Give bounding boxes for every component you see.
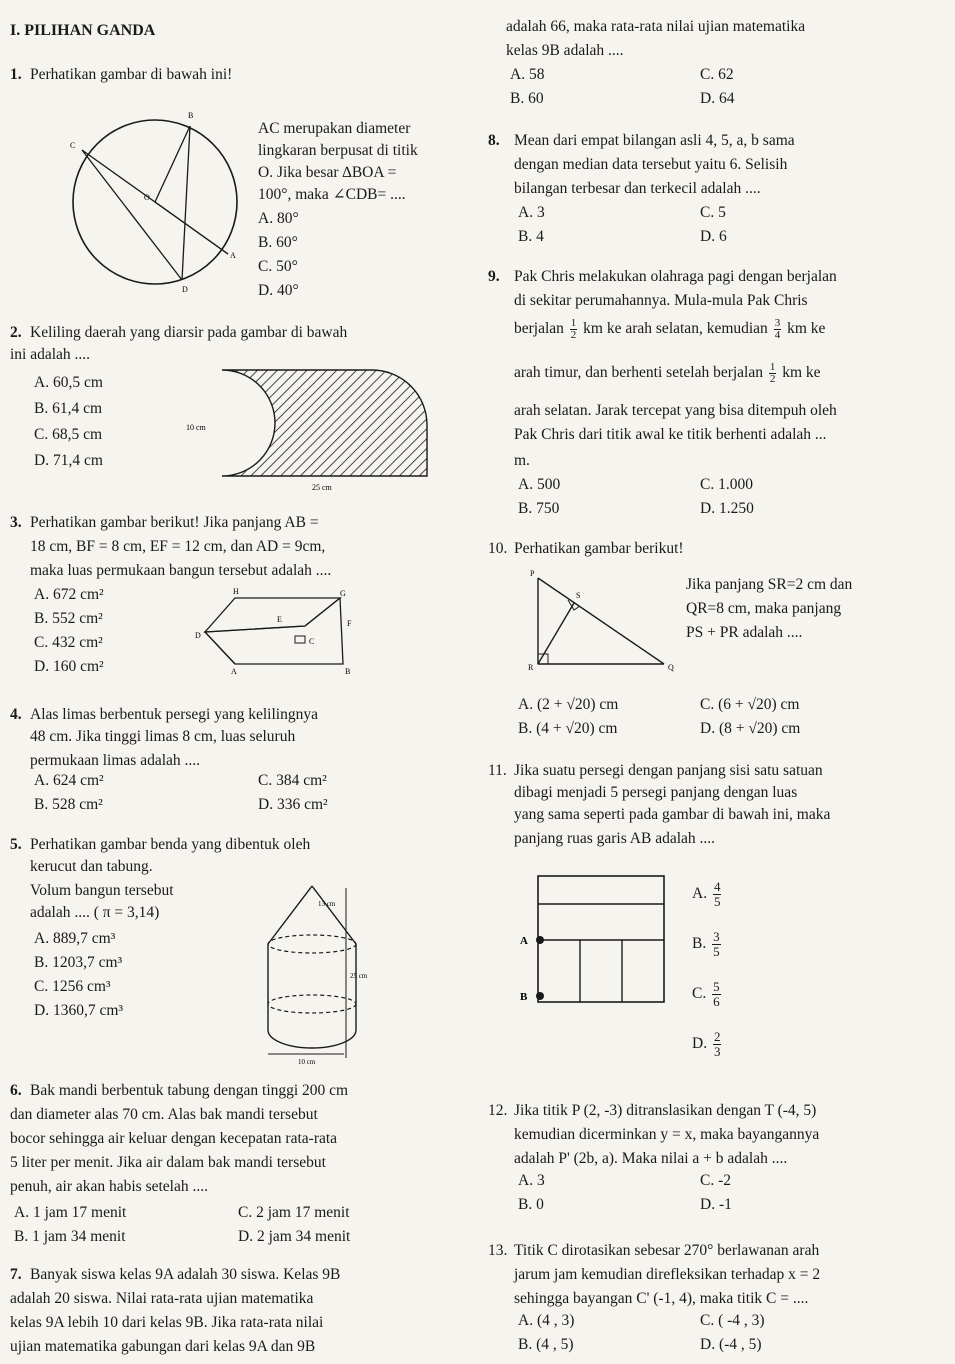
q7-line-2: adalah 20 siswa. Nilai rata-rata ujian matematika (10, 1290, 314, 1307)
q9-line-1: Pak Chris melakukan olahraga pagi dengan berjalan (514, 268, 837, 285)
q7-option-a[interactable]: A. 58 (510, 66, 545, 83)
q4-option-d[interactable]: D. 336 cm² (258, 796, 328, 813)
q12-number: 12. (488, 1102, 508, 1119)
q11-option-b-frac (712, 930, 721, 959)
q11-option-a-frac (713, 880, 722, 909)
q5-option-c[interactable]: C. 1256 cm³ (34, 978, 111, 995)
q3-label-b: B (345, 667, 351, 676)
q3-label-e: E (277, 615, 282, 624)
q7-cont-line-1: adalah 66, maka rata-rata nilai ujian matematika (506, 18, 806, 35)
q3-label-d: D (195, 631, 201, 640)
q1-label-b: B (188, 111, 194, 120)
q3-option-c[interactable]: C. 432 cm² (34, 634, 103, 651)
q1-label-o: O (144, 193, 150, 202)
q3-number: 3. (10, 514, 22, 531)
q1-option-b[interactable]: B. 60° (258, 234, 298, 251)
q6-option-c[interactable]: C. 2 jam 17 menit (238, 1204, 350, 1221)
q7-option-d[interactable]: D. 64 (700, 90, 735, 107)
q12-option-a[interactable]: A. 3 (518, 1172, 545, 1189)
q4-line-1: Alas limas berbentuk persegi yang kelilingnya (30, 706, 318, 723)
q9-frac-2-num: 3 (774, 317, 781, 329)
q6-line-3: bocor sehingga air keluar dengan kecepatan rata-rata (10, 1130, 338, 1147)
q3-label-h: H (233, 587, 239, 596)
q2-option-b[interactable]: B. 61,4 cm (34, 400, 103, 417)
q10-desc-1: Jika panjang SR=2 cm dan (686, 576, 853, 593)
q5-line-1: Perhatikan gambar benda yang dibentuk oleh (30, 836, 311, 853)
q11-option-d[interactable] (692, 1030, 723, 1059)
q8-option-d[interactable]: D. 6 (700, 228, 727, 245)
q13-line-1: Titik C dirotasikan sebesar 270° berlawanan arah (514, 1242, 820, 1259)
q1-line-oa (155, 202, 228, 254)
q11-option-d-letter: D. (692, 1035, 708, 1053)
q11-option-d-frac (713, 1030, 722, 1059)
q7-cont-line-2: kelas 9B adalah .... (506, 42, 624, 59)
q13-line-3: sehingga bayangan C' (-1, 4), maka titik C = .... (514, 1290, 809, 1307)
q1-desc-1: AC merupakan diameter (258, 120, 411, 137)
q13-option-c[interactable]: C. ( -4 , 3) (700, 1312, 765, 1329)
q7-option-c[interactable]: C. 62 (700, 66, 734, 83)
q12-option-b[interactable]: B. 0 (518, 1196, 544, 1213)
q9-line-3-a: berjalan (514, 320, 564, 338)
q9-line-3-b: km ke arah selatan, kemudian (583, 320, 768, 338)
q9-frac-2 (774, 318, 782, 341)
q9-line-4 (514, 362, 821, 385)
q11-line-2: dibagi menjadi 5 persegi panjang dengan luas (514, 784, 798, 801)
q7-line-3: kelas 9A lebih 10 dari kelas 9B. Jika rata-rata nilai (10, 1314, 324, 1331)
q11-point-b (536, 992, 544, 1000)
q9-line-7: m. (514, 452, 530, 469)
q11-option-c-letter: C. (692, 985, 707, 1003)
q13-line-2: jarum jam kemudian direfleksikan terhadap x = 2 (514, 1266, 821, 1283)
q4-line-3: permukaan limas adalah .... (30, 752, 201, 769)
q11-option-a[interactable] (692, 880, 723, 909)
q9-frac-1-den: 2 (570, 329, 577, 341)
q9-option-d[interactable]: D. 1.250 (700, 500, 754, 517)
q8-option-a[interactable]: A. 3 (518, 204, 545, 221)
q2-option-d[interactable]: D. 71,4 cm (34, 452, 103, 469)
q1-line-ob (155, 126, 190, 202)
q7-number: 7. (10, 1266, 22, 1283)
q8-line-1: Mean dari empat bilangan asli 4, 5, a, b sama (514, 132, 795, 149)
q11-option-c-num: 5 (713, 979, 720, 994)
q10-text: Perhatikan gambar berikut! (514, 540, 684, 557)
q10-label-r: R (528, 663, 534, 672)
q3-option-b[interactable]: B. 552 cm² (34, 610, 103, 627)
q3-line-1: Perhatikan gambar berikut! Jika panjang AB = (30, 514, 319, 531)
q1-label-a: A (230, 251, 236, 260)
q9-line-2: di sekitar perumahannya. Mula-mula Pak Chris (514, 292, 808, 309)
q9-line-4-a: arah timur, dan berhenti setelah berjalan (514, 364, 763, 382)
q9-number: 9. (488, 268, 500, 285)
q5-option-d[interactable]: D. 1360,7 cm³ (34, 1002, 124, 1019)
q1-option-d[interactable]: D. 40° (258, 282, 299, 299)
q8-line-2: dengan median data tersebut yaitu 6. Selisih (514, 156, 788, 173)
section-title: I. PILIHAN GANDA (10, 22, 156, 39)
q5-line-2: kerucut dan tabung. (30, 858, 153, 875)
q3-edge-da (205, 632, 235, 664)
q10-label-q: Q (668, 663, 674, 672)
q11-line-3: yang sama seperti pada gambar di bawah ini, maka (514, 806, 831, 823)
q10-option-d[interactable]: D. (8 + √20) cm (700, 720, 801, 737)
q8-option-b[interactable]: B. 4 (518, 228, 544, 245)
q3-line-3: maka luas permukaan bangun tersebut adalah .... (30, 562, 332, 579)
q2-label-width: 25 cm (312, 483, 332, 492)
q8-option-c[interactable]: C. 5 (700, 204, 726, 221)
q4-option-b[interactable]: B. 528 cm² (34, 796, 103, 813)
q11-option-d-den: 3 (713, 1044, 721, 1059)
q12-option-c[interactable]: C. -2 (700, 1172, 731, 1189)
q5-cone-left (268, 886, 312, 944)
q7-option-b[interactable]: B. 60 (510, 90, 544, 107)
q12-line-2: kemudian dicerminkan y = x, maka bayangannya (514, 1126, 820, 1143)
q3-right-angle (295, 636, 305, 643)
q1-circle-figure (60, 110, 250, 295)
q6-number: 6. (10, 1082, 22, 1099)
q11-option-d-num: 2 (713, 1029, 721, 1044)
q1-text: Perhatikan gambar di bawah ini! (30, 66, 233, 83)
q11-line-1: Jika suatu persegi dengan panjang sisi satu satuan (514, 762, 823, 779)
q11-point-a (536, 936, 544, 944)
q5-inner-circle (268, 995, 356, 1013)
q6-option-b[interactable]: B. 1 jam 34 menit (14, 1228, 126, 1245)
q9-frac-2-den: 4 (774, 329, 781, 341)
q6-line-1: Bak mandi berbentuk tabung dengan tinggi 200 cm (30, 1082, 349, 1099)
q12-line-3: adalah P' (2b, a). Maka nilai a + b adalah .... (514, 1150, 788, 1167)
q11-option-c-den: 6 (713, 994, 720, 1009)
q11-option-c[interactable] (692, 980, 723, 1009)
q7-line-1: Banyak siswa kelas 9A adalah 30 siswa. Kelas 9B (30, 1266, 341, 1283)
q11-option-a-letter: A. (692, 885, 708, 903)
q9-line-6: Pak Chris dari titik awal ke titik berhenti adalah ... (514, 426, 827, 443)
q10-option-b[interactable]: B. (4 + √20) cm (518, 720, 618, 737)
q9-frac-1-num: 1 (570, 317, 577, 329)
q11-option-b-letter: B. (692, 935, 707, 953)
q5-cone-cylinder-figure (260, 880, 380, 1070)
q9-frac-3 (769, 362, 777, 385)
q1-label-d: D (182, 285, 188, 294)
q10-number: 10. (488, 540, 508, 557)
q11-option-c-frac (712, 980, 721, 1009)
q12-option-d[interactable]: D. -1 (700, 1196, 732, 1213)
q6-option-d[interactable]: D. 2 jam 34 menit (238, 1228, 351, 1245)
q11-square (538, 876, 664, 1002)
q10-triangle-figure (518, 570, 678, 680)
q2-label-height: 10 cm (186, 423, 206, 432)
q2-shaded-figure (182, 366, 452, 496)
q2-shaded-region (222, 370, 427, 476)
q9-line-4-b: km ke (782, 364, 821, 382)
q1-desc-3: O. Jika besar ∆BOA = (258, 164, 397, 181)
q5-label-slant: 13 cm (318, 900, 336, 908)
q1-option-c[interactable]: C. 50° (258, 258, 298, 275)
q3-label-c: C (309, 637, 315, 646)
q11-number: 11. (488, 762, 507, 779)
q3-label-a: A (231, 667, 237, 676)
q3-option-a[interactable]: A. 672 cm² (34, 586, 104, 603)
q10-desc-3: PS + PR adalah .... (686, 624, 803, 641)
q3-prism-figure (195, 586, 365, 676)
q5-desc-2: adalah .... ( π = 3,14) (30, 904, 160, 921)
q2-option-a[interactable]: A. 60,5 cm (34, 374, 103, 391)
q1-label-c: C (70, 141, 76, 150)
q10-label-p: P (530, 569, 535, 578)
q9-option-a[interactable]: A. 500 (518, 476, 561, 493)
q11-label-a: A (520, 935, 528, 947)
q11-option-b-den: 5 (713, 944, 720, 959)
q5-option-b[interactable]: B. 1203,7 cm³ (34, 954, 123, 971)
q5-label-height: 25 cm (350, 972, 368, 980)
q8-number: 8. (488, 132, 500, 149)
q1-number: 1. (10, 66, 22, 83)
q12-line-1: Jika titik P (2, -3) ditranslasikan dengan T (-4, 5) (514, 1102, 817, 1119)
q3-option-d[interactable]: D. 160 cm² (34, 658, 104, 675)
q9-frac-3-den: 2 (769, 373, 776, 385)
q10-desc-2: QR=8 cm, maka panjang (686, 600, 842, 617)
q5-number: 5. (10, 836, 22, 853)
q13-number: 13. (488, 1242, 508, 1259)
q2-option-c[interactable]: C. 68,5 cm (34, 426, 103, 443)
q5-cone-right (312, 886, 356, 944)
q9-line-3 (514, 318, 825, 341)
q13-option-d[interactable]: D. (-4 , 5) (700, 1336, 762, 1353)
q6-line-2: dan diameter alas 70 cm. Alas bak mandi tersebut (10, 1106, 318, 1123)
q4-number: 4. (10, 706, 22, 723)
q3-label-f: F (347, 619, 352, 628)
q5-label-diam: 10 cm (298, 1058, 316, 1066)
q10-side-pq (538, 578, 664, 664)
q7-line-4: ujian matematika gabungan dari kelas 9A dan 9B (10, 1338, 316, 1355)
q9-frac-1 (570, 318, 578, 341)
q6-line-4: 5 liter per menit. Jika air dalam bak mandi tersebut (10, 1154, 326, 1171)
q8-line-3: bilangan terbesar dan terkecil adalah .... (514, 180, 761, 197)
q1-desc-4: 100°, maka ∠CDB= .... (258, 186, 406, 203)
q11-option-a-num: 4 (713, 879, 721, 894)
q4-line-2: 48 cm. Jika tinggi limas 8 cm, luas seluruh (30, 728, 296, 745)
q13-option-a[interactable]: A. (4 , 3) (518, 1312, 575, 1329)
q3-line-2: 18 cm, BF = 8 cm, EF = 12 cm, dan AD = 9cm, (30, 538, 326, 555)
q9-line-3-c: km ke (787, 320, 826, 338)
q1-option-a[interactable]: A. 80° (258, 210, 299, 227)
q9-frac-3-num: 1 (769, 361, 776, 373)
q6-line-5: penuh, air akan habis setelah .... (10, 1178, 208, 1195)
q5-desc-1: Volum bangun tersebut (30, 882, 174, 899)
q4-option-c[interactable]: C. 384 cm² (258, 772, 327, 789)
q1-desc-2: lingkaran berpusat di titik (258, 142, 418, 159)
q11-square-figure (506, 870, 676, 1010)
q5-cyl-bottom (268, 1030, 356, 1048)
q10-label-s: S (576, 591, 581, 600)
q9-option-b[interactable]: B. 750 (518, 500, 560, 517)
q11-option-b-num: 3 (713, 929, 720, 944)
q5-option-a[interactable]: A. 889,7 cm³ (34, 930, 116, 947)
q10-option-a[interactable]: A. (2 + √20) cm (518, 696, 619, 713)
q5-cone-base (268, 935, 356, 953)
q10-segment-rs (538, 603, 574, 664)
q11-option-b[interactable] (692, 930, 723, 959)
q9-option-c[interactable]: C. 1.000 (700, 476, 753, 493)
q4-option-a[interactable]: A. 624 cm² (34, 772, 104, 789)
q6-option-a[interactable]: A. 1 jam 17 menit (14, 1204, 127, 1221)
q11-option-a-den: 5 (713, 894, 721, 909)
q9-line-5: arah selatan. Jarak tercepat yang bisa ditempuh oleh (514, 402, 837, 419)
q11-label-b: B (520, 991, 528, 1003)
q2-text: Keliling daerah yang diarsir pada gambar di bawah (30, 324, 348, 341)
q11-line-4: panjang ruas garis AB adalah .... (514, 830, 716, 847)
q1-line-bd (182, 126, 190, 280)
q10-option-c[interactable]: C. (6 + √20) cm (700, 696, 800, 713)
q2-text-2: ini adalah .... (10, 346, 91, 363)
q2-number: 2. (10, 324, 22, 341)
q3-label-g: G (340, 589, 346, 598)
q13-option-b[interactable]: B. (4 , 5) (518, 1336, 574, 1353)
